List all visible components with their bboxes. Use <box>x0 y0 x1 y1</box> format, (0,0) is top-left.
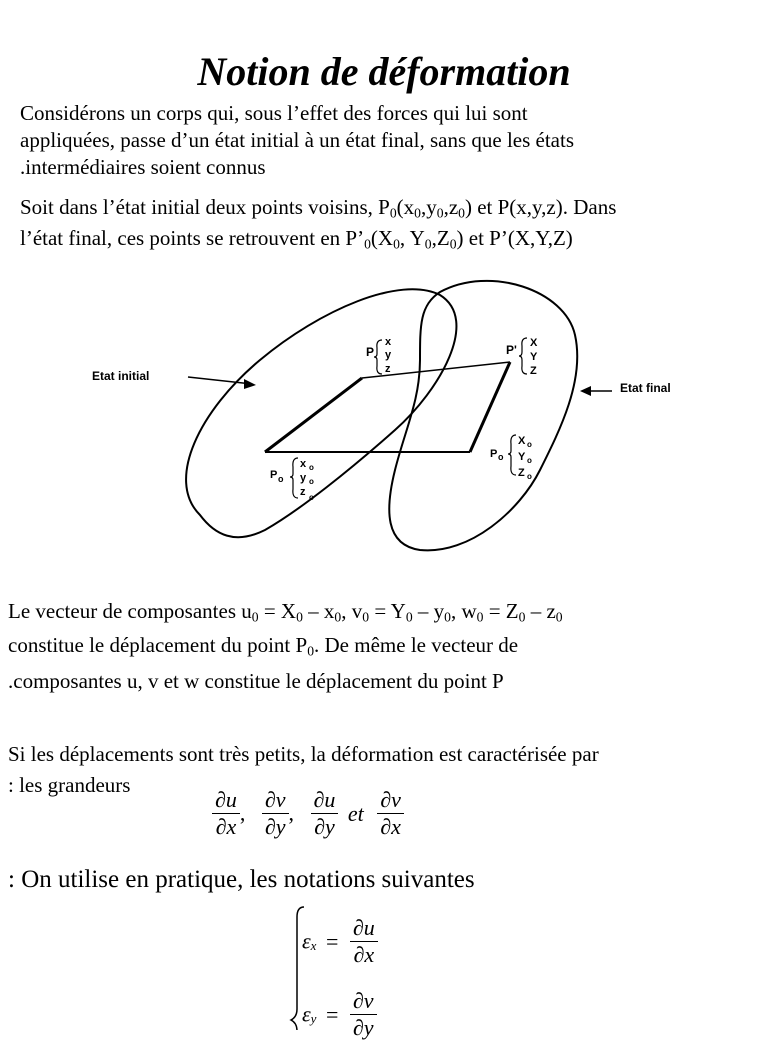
svg-text:o: o <box>527 456 532 465</box>
label-Pprime-Y: Y <box>530 351 538 363</box>
label-P0prime-Z: Z <box>518 467 525 479</box>
label-P0prime-sub: o <box>498 452 504 462</box>
svg-text:o: o <box>309 493 314 502</box>
label-P: P <box>366 345 375 359</box>
page-title: Notion de déformation <box>197 49 571 94</box>
label-P0-x: x <box>300 458 307 470</box>
label-P0-z: z <box>300 486 306 498</box>
intro-line-1: Considérons un corps qui, sous l’effet des forces qui lui sont <box>20 101 528 125</box>
arrow-initial-state <box>188 377 252 384</box>
label-P0-y: y <box>300 472 307 484</box>
svg-text:o: o <box>527 472 532 481</box>
label-initial-state: Etat initial <box>92 369 150 383</box>
segment-P0prime-Pprime <box>470 362 510 452</box>
svg-text:o: o <box>527 440 532 449</box>
partial-derivatives: $\frac{\partial u}{\partial x}$ , $\frac{\partial v}{\partial y}$ , $\frac{\partial u}{\partial y}$ et $\frac{\partial v}{\partial x}$ <box>212 787 404 840</box>
initial-state-outline <box>186 289 456 537</box>
label-P0prime-Y: Y <box>518 451 526 463</box>
vector-line-3: .composantes u, v et w constitue le déplacement du point P <box>8 669 504 693</box>
vector-line-1: Le vecteur de composantes $u_0 = X_0 - x_0$, $v_0 = Y_0 - y_0$, $w_0 = Z_0 - z_0$ <box>8 599 563 625</box>
arrow-final-head-icon <box>580 386 591 396</box>
points-line-1: Soit dans l’état initial deux points voisins, $P_0(x_0,y_0,z_0)$ et P(x,y,z). Dans <box>20 195 617 221</box>
brace-P0 <box>290 458 298 498</box>
notation-heading: : On utilise en pratique, les notations suivantes <box>8 866 475 893</box>
svg-text:o: o <box>309 477 314 486</box>
deformation-figure <box>0 270 768 570</box>
svg-text:o: o <box>309 463 314 472</box>
brace-Pprime <box>519 338 527 374</box>
label-P-z: z <box>385 363 391 375</box>
final-state-outline <box>389 281 577 551</box>
brace-P0prime <box>508 435 516 475</box>
small-displacement-line-1: Si les déplacements sont très petits, la déformation est caractérisée par <box>8 742 599 766</box>
label-P-x: x <box>385 336 392 348</box>
equation-epsilon-y: $\varepsilon_y$ = $\frac{\partial v}{\partial y}$ <box>302 988 377 1041</box>
label-P-y: y <box>385 349 392 361</box>
label-P0prime-X: X <box>518 435 526 447</box>
small-displacement-line-2: : les grandeurs <box>8 773 131 797</box>
equation-epsilon-x: $\varepsilon_x$ = $\frac{\partial u}{\partial x}$ <box>302 915 378 968</box>
arrow-initial-head-icon <box>244 379 256 389</box>
label-Pprime-X: X <box>530 337 538 349</box>
label-final-state: Etat final <box>620 381 671 395</box>
label-P0-sub: o <box>278 474 284 484</box>
brace-P <box>374 340 382 374</box>
label-Pprime-Z: Z <box>530 365 537 377</box>
points-line-2: l’état final, ces points se retrouvent en $P’_0(X_0$, $Y_0,Z_0$) et P’(X,Y,Z) <box>20 226 573 252</box>
intro-line-2: appliquées, passe d’un état initial à un état final, sans que les états <box>20 128 574 152</box>
label-P0prime: P <box>490 448 498 460</box>
segment-P0-P <box>265 378 362 452</box>
vector-line-2: constitue le déplacement du point $P_0$. De même le vecteur de <box>8 633 519 659</box>
label-Pprime: P' <box>506 343 517 357</box>
label-P0: P <box>270 469 278 481</box>
intro-line-3: .intermédiaires soient connus <box>20 155 266 179</box>
